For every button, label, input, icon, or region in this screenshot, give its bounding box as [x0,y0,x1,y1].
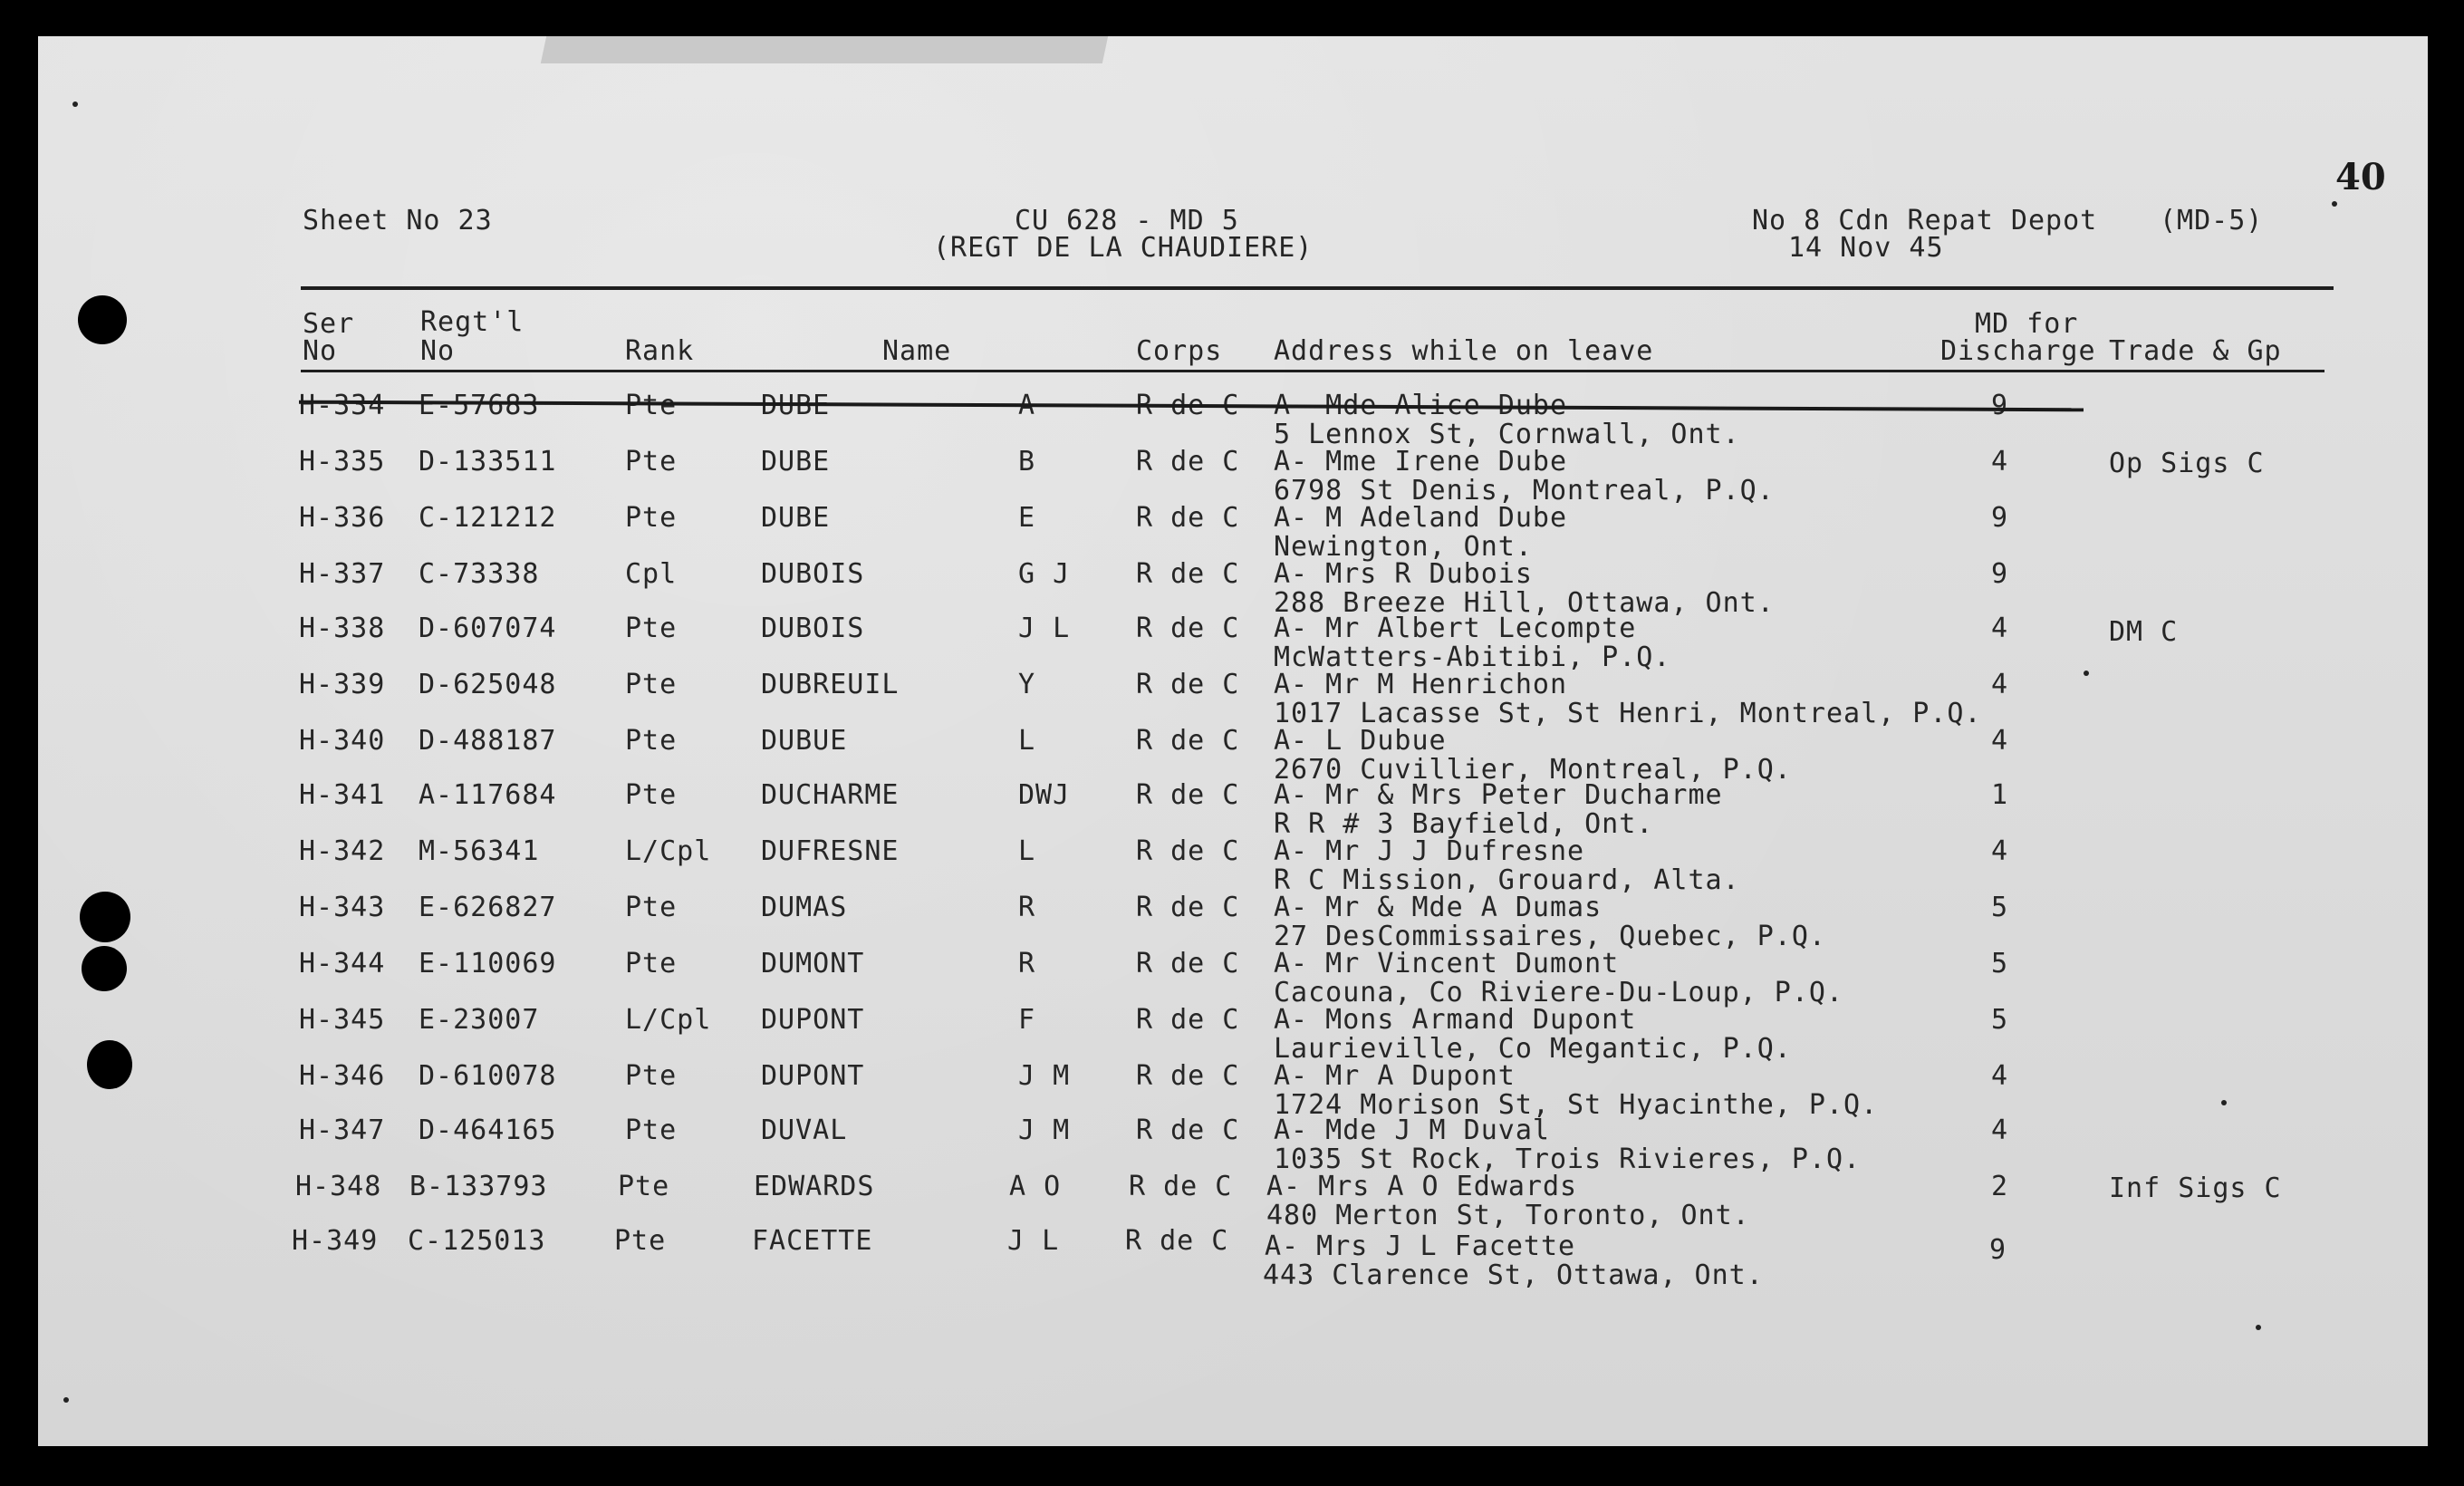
row-regtl: M-56341 [419,835,540,867]
row-initials: L [1018,725,1036,757]
row-surname: DUBE [761,446,831,478]
row-ser: H-338 [299,613,386,644]
row-address-line1: A- Mr J J Dufresne [1274,835,1585,867]
row-ser: H-343 [299,892,386,923]
col-rank: Rank [625,335,695,367]
col-regtl: Regt'l [420,306,525,338]
row-address-line2: R C Mission, Grouard, Alta. [1274,864,1740,896]
col-name: Name [882,335,952,367]
row-surname: DUBOIS [761,558,865,590]
torn-paper-strip [541,36,1108,63]
row-rank: Pte [618,1171,670,1202]
row-corps: R de C [1136,1004,1240,1036]
row-initials: J L [1007,1225,1060,1257]
row-md: 2 [1991,1171,2009,1202]
row-initials: DWJ [1018,779,1071,811]
row-corps: R de C [1136,669,1240,700]
row-rank: Pte [625,779,678,811]
row-surname: DUPONT [761,1060,865,1092]
row-regtl: A-117684 [419,779,557,811]
speck [2332,201,2337,207]
row-trade: DM C [2109,616,2179,648]
row-md: 9 [1991,390,2009,421]
col-address: Address while on leave [1274,335,1654,367]
col-md-2: Discharge [1940,335,2096,367]
row-corps: R de C [1129,1171,1233,1202]
speck [2084,671,2089,676]
sheet-date: 14 Nov 45 [1788,232,1944,264]
row-address-line1: A- Mrs A O Edwards [1266,1171,1578,1202]
row-address-line2: 1017 Lacasse St, St Henri, Montreal, P.Q. [1274,698,1982,729]
row-corps: R de C [1125,1225,1229,1257]
row-rank: L/Cpl [625,1004,712,1036]
row-surname: DUMAS [761,892,848,923]
row-regtl: D-610078 [419,1060,557,1092]
col-regtl-2: No [420,335,456,367]
row-initials: R [1018,892,1036,923]
row-address-line2: 1035 St Rock, Trois Rivieres, P.Q. [1274,1143,1862,1175]
row-ser: H-345 [299,1004,386,1036]
row-initials: L [1018,835,1036,867]
row-address-line1: A- Mr & Mde A Dumas [1274,892,1603,923]
row-surname: DUFRESNE [761,835,900,867]
row-corps: R de C [1136,835,1240,867]
binder-hole [87,1040,132,1089]
row-address-line2: 6798 St Denis, Montreal, P.Q. [1274,475,1775,507]
row-ser: H-335 [299,446,386,478]
row-rank: Pte [625,613,678,644]
row-address-line2: 2670 Cuvillier, Montreal, P.Q. [1274,754,1792,786]
top-edge [0,0,2464,40]
row-initials: E [1018,502,1036,534]
md-code: (MD-5) [2160,205,2264,236]
row-rank: Pte [625,446,678,478]
row-md: 9 [1991,502,2009,534]
row-ser: H-344 [299,948,386,979]
row-regtl: C-73338 [419,558,540,590]
row-surname: DUMONT [761,948,865,979]
row-regtl: C-125013 [408,1225,546,1257]
row-ser: H-339 [299,669,386,700]
row-address-line2: 1724 Morison St, St Hyacinthe, P.Q. [1274,1089,1879,1121]
row-address-line2: R R # 3 Bayfield, Ont. [1274,808,1654,840]
row-md: 4 [1991,725,2009,757]
row-corps: R de C [1136,446,1240,478]
row-ser: H-336 [299,502,386,534]
row-corps: R de C [1136,502,1240,534]
row-md: 5 [1991,948,2009,979]
row-address-line1: A- Mr Albert Lecompte [1274,613,1637,644]
speck [72,101,78,107]
row-surname: DUBREUIL [761,669,900,700]
binder-hole [82,946,127,991]
row-md: 9 [1991,558,2009,590]
row-initials: A O [1009,1171,1062,1202]
row-regtl: D-133511 [419,446,557,478]
row-address-line1: A- Mr & Mrs Peter Ducharme [1274,779,1723,811]
col-md: MD for [1975,308,2079,340]
row-address-line2: 288 Breeze Hill, Ottawa, Ont. [1274,587,1775,619]
row-ser: H-349 [292,1225,379,1257]
row-regtl: E-57683 [419,390,540,421]
row-ser: H-346 [299,1060,386,1092]
row-initials: J M [1018,1114,1071,1146]
row-address-line1: A- M Adeland Dube [1274,502,1568,534]
row-initials: J M [1018,1060,1071,1092]
speck [63,1397,69,1403]
row-regtl: E-626827 [419,892,557,923]
speck [2256,1325,2261,1330]
row-md: 4 [1991,669,2009,700]
binder-hole [80,892,130,942]
row-address-line2: Laurieville, Co Megantic, P.Q. [1274,1033,1792,1065]
row-address-line1: A- Mr A Dupont [1274,1060,1516,1092]
column-header-rule [301,370,2324,372]
row-rank: Pte [625,1060,678,1092]
row-regtl: D-607074 [419,613,557,644]
row-initials: J L [1018,613,1071,644]
row-address-line1: A- Mr Vincent Dumont [1274,948,1620,979]
row-address-line2: 480 Merton St, Toronto, Ont. [1266,1200,1750,1231]
row-corps: R de C [1136,892,1240,923]
row-rank: L/Cpl [625,835,712,867]
row-initials: F [1018,1004,1036,1036]
row-address-line1: A- L Dubue [1274,725,1447,757]
row-address-line1: A- Mde J M Duval [1274,1114,1550,1146]
row-surname: DUCHARME [761,779,900,811]
regiment-name: (REGT DE LA CHAUDIERE) [933,232,1314,264]
row-corps: R de C [1136,948,1240,979]
col-trade: Trade & Gp [2109,335,2282,367]
row-ser: H-337 [299,558,386,590]
row-ser: H-334 [299,390,386,421]
row-rank: Pte [614,1225,667,1257]
row-surname: DUVAL [761,1114,848,1146]
header-rule [301,286,2334,290]
col-corps: Corps [1136,335,1223,367]
sheet-number: Sheet No 23 [303,205,493,236]
row-rank: Cpl [625,558,678,590]
row-md: 9 [1989,1234,2007,1266]
row-ser: H-347 [299,1114,386,1146]
speck [2221,1100,2227,1105]
row-rank: Pte [625,502,678,534]
row-corps: R de C [1136,1060,1240,1092]
row-md: 4 [1991,1114,2009,1146]
row-address-line1: A- Mrs J L Facette [1265,1230,1576,1262]
row-md: 5 [1991,892,2009,923]
row-surname: DUPONT [761,1004,865,1036]
row-ser: H-341 [299,779,386,811]
col-ser-2: No [303,335,338,367]
row-regtl: E-23007 [419,1004,540,1036]
row-address-line1: A- Mme Irene Dube [1274,446,1568,478]
row-address-line2: Newington, Ont. [1274,531,1533,563]
row-ser: H-348 [295,1171,382,1202]
row-corps: R de C [1136,725,1240,757]
unit-code: CU 628 - MD 5 [1015,205,1239,236]
row-md: 5 [1991,1004,2009,1036]
row-rank: Pte [625,1114,678,1146]
row-regtl: D-464165 [419,1114,557,1146]
row-regtl: D-625048 [419,669,557,700]
binder-hole [78,295,127,344]
row-surname: DUBE [761,502,831,534]
row-md: 4 [1991,1060,2009,1092]
row-address-line2: 5 Lennox St, Cornwall, Ont. [1274,419,1740,450]
depot-name: No 8 Cdn Repat Depot [1752,205,2098,236]
row-address-line2: 27 DesCommissaires, Quebec, P.Q. [1274,921,1826,952]
row-md: 4 [1991,835,2009,867]
row-trade: Op Sigs C [2109,448,2265,479]
row-ser: H-342 [299,835,386,867]
row-regtl: B-133793 [409,1171,548,1202]
row-address-line2: Cacouna, Co Riviere-Du-Loup, P.Q. [1274,977,1844,1008]
row-address-line2: McWatters-Abitibi, P.Q. [1274,642,1671,673]
row-md: 1 [1991,779,2009,811]
row-rank: Pte [625,725,678,757]
row-initials: G J [1018,558,1071,590]
row-rank: Pte [625,948,678,979]
row-corps: R de C [1136,1114,1240,1146]
row-md: 4 [1991,613,2009,644]
row-corps: R de C [1136,558,1240,590]
page-number: 40 [2335,156,2386,198]
row-trade: Inf Sigs C [2109,1172,2282,1204]
row-address-line1: A- Mrs R Dubois [1274,558,1533,590]
row-surname: DUBOIS [761,613,865,644]
row-rank: Pte [625,669,678,700]
row-address-line1: A- Mr M Henrichon [1274,669,1568,700]
row-rank: Pte [625,892,678,923]
row-initials: R [1018,948,1036,979]
row-corps: R de C [1136,613,1240,644]
col-ser: Ser [303,308,355,340]
row-initials: B [1018,446,1036,478]
row-address-line2: 443 Clarence St, Ottawa, Ont. [1263,1259,1764,1291]
row-md: 4 [1991,446,2009,478]
row-surname: FACETTE [752,1225,873,1257]
row-corps: R de C [1136,779,1240,811]
row-address-line1: A- Mons Armand Dupont [1274,1004,1637,1036]
row-surname: EDWARDS [754,1171,875,1202]
row-initials: Y [1018,669,1036,700]
row-rank: Pte [625,390,678,421]
row-regtl: D-488187 [419,725,557,757]
row-regtl: E-110069 [419,948,557,979]
row-ser: H-340 [299,725,386,757]
row-surname: DUBUE [761,725,848,757]
row-regtl: C-121212 [419,502,557,534]
